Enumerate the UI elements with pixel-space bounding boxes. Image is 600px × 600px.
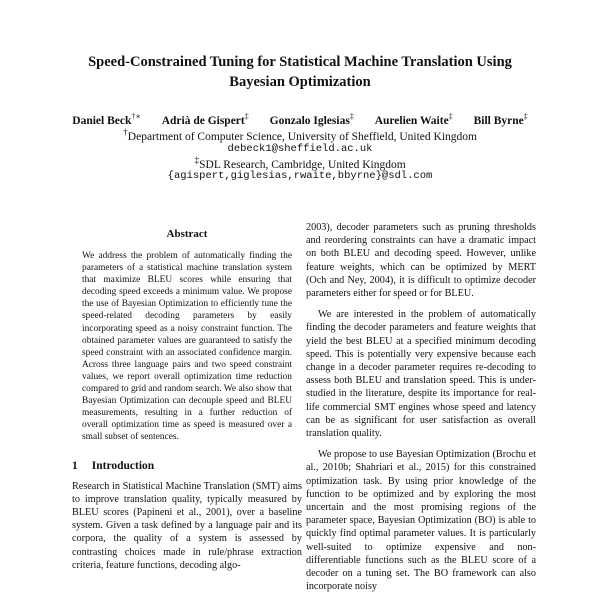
author: Bill Byrne‡	[473, 112, 528, 127]
email-sdl: {agispert,giglesias,rwaite,bbyrne}@sdl.com	[167, 170, 433, 182]
paragraph: 2003), decoder parameters such as pruning thresholds and reordering constraints can have a dramatic impact on both BLEU and decoding speed. However, unlike feature weights, which can be optimized by MERT (Och and Ney, 2004), it is difficult to optimize decoder parameters either for speed or for BLEU.	[306, 222, 536, 300]
author: Aurelien Waite‡	[374, 112, 453, 127]
affiliation-sdl: ‡SDL Research, Cambridge, United Kingdom	[194, 155, 406, 171]
introduction-paragraph: Research in Statistical Machine Translation (SMT) aims to improve translation quality, typically measured by BLEU scores (Papineni et al., 2001), over a baseline system. Given a task defined by a language pair and its corpora, the quality of a system is assessed by contrasting choices made in rule/phrase extraction criteria, feature functions, decoding algo-	[72, 480, 302, 571]
left-column	[72, 228, 302, 572]
author-list	[40, 112, 560, 127]
abstract-text: We address the problem of automatically finding the parameters of a statistical machine translation system that maximize BLEU scores while ensuring that decoding speed exceeds a minimum value. We propose the use of Bayesian Optimization to efficiently tune the speed-related decoding parameters by easily incorporating speed as a noisy constraint function. The obtained parameter values are guaranteed to satisfy the speed constraint with an associated confidence margin. Across three language pairs and two speed constraint values, we report overall optimization time reduction compared to grid and random search. We also show that Bayesian Optimization can decouple speed and BLEU measurements, resulting in a further reduction of overall optimization time as speed is measured over a small subset of sentences.	[82, 251, 292, 443]
section-heading-introduction: 1 Introduction	[72, 459, 155, 472]
title-line-1: Speed-Constrained Tuning for Statistical Machine Translation Using	[88, 54, 512, 70]
author: Daniel Beck†∗	[72, 112, 141, 127]
paragraph: We are interested in the problem of automatically finding the decoder parameters and feature weights that yield the best BLEU at a specified minimum decoding speed. This is potentially very expensive because each change in a decoder parameter requires re-decoding to assess both BLEU and translation speed. This is under-studied in the literature, despite its importance for real-life commercial SMT engines whose speed and latency can be as significant for user satisfaction as overall translation quality.	[306, 309, 536, 440]
abstract-heading: Abstract	[166, 228, 208, 240]
paper-title	[60, 52, 540, 92]
email-sheffield: debeck1@sheffield.ac.uk	[227, 143, 373, 155]
right-column	[306, 221, 536, 593]
author: Gonzalo Iglesias‡	[269, 112, 354, 127]
author: Adrià de Gispert‡	[161, 112, 249, 127]
affiliation-sheffield: †Department of Computer Science, University of Sheffield, United Kingdom	[123, 127, 477, 143]
title-line-2: Bayesian Optimization	[229, 74, 371, 90]
paragraph: We propose to use Bayesian Optimization (Brochu et al., 2010b; Shahriari et al., 2015) for this constrained optimization task. By using prior knowledge of the function to be optimized and by exploring the most uncertain and the most promising regions of the parameter space, Bayesian Optimization (BO) is able to quickly find optimal parameter values. It is particularly well-suited to optimize expensive and non-differentiable functions such as the BLEU score of a decoder on a tuning set. The BO framework can also incorporate noisy	[306, 449, 536, 593]
